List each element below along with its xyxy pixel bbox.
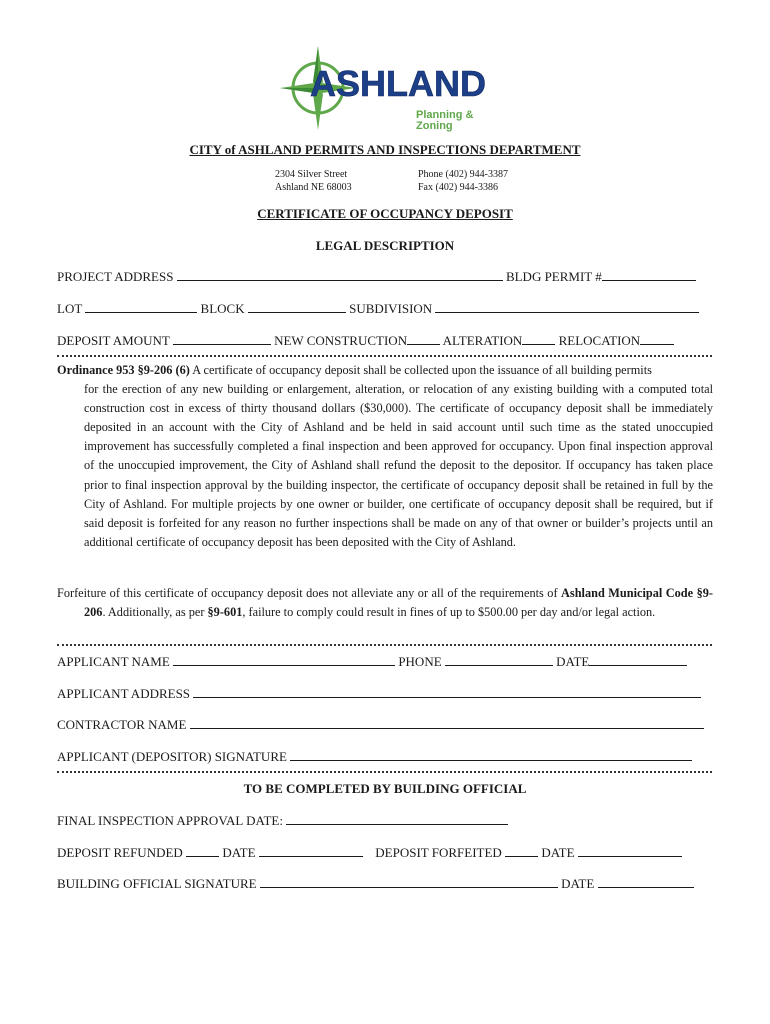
ordinance-text-first: A certificate of occupancy deposit shall be collected upon the issuance of all building permits: [189, 363, 652, 377]
project-address-label: PROJECT ADDRESS: [57, 269, 174, 284]
dotted-divider: [57, 355, 712, 357]
final-inspection-row: [57, 813, 508, 829]
deposit-forfeited-label: DEPOSIT FORFEITED: [375, 845, 502, 860]
municipal-code-reference: Ashland Municipal Code §9-206: [84, 586, 713, 620]
contractor-row: [57, 717, 704, 733]
legal-description-heading: LEGAL DESCRIPTION: [315, 238, 455, 253]
subdivision-field[interactable]: [435, 301, 699, 313]
deposit-status-row: [57, 845, 682, 861]
final-inspection-label: FINAL INSPECTION APPROVAL DATE:: [57, 813, 283, 828]
phone-number: Phone (402) 944-3387: [418, 169, 508, 180]
final-inspection-field[interactable]: [286, 813, 508, 825]
lot-label: LOT: [57, 301, 83, 316]
fax-number: Fax (402) 944-3386: [418, 182, 498, 193]
forfeiture-text-part: . Additionally, as per: [102, 605, 208, 620]
street-address: 2304 Silver Street: [275, 169, 348, 180]
date-field[interactable]: [589, 654, 687, 666]
applicant-address-row: [57, 686, 701, 702]
alteration-field[interactable]: [522, 333, 555, 345]
applicant-signature-field[interactable]: [290, 749, 692, 761]
section-reference: §9-601: [207, 605, 243, 620]
applicant-address-label: APPLICANT ADDRESS: [57, 686, 191, 701]
lot-row: [57, 301, 699, 317]
deposit-refunded-field[interactable]: [186, 845, 219, 857]
refund-date-field[interactable]: [259, 845, 363, 857]
contractor-name-label: CONTRACTOR NAME: [57, 717, 187, 732]
contractor-name-field[interactable]: [190, 717, 704, 729]
official-date-field[interactable]: [598, 876, 694, 888]
applicant-name-label: APPLICANT NAME: [57, 654, 170, 669]
dotted-divider: [57, 644, 712, 646]
contact-block: [418, 168, 508, 194]
forfeiture-text: [57, 584, 713, 622]
deposit-row: [57, 333, 674, 349]
new-construction-field[interactable]: [407, 333, 440, 345]
logo-tagline: Planning & Zoning: [416, 109, 474, 132]
deposit-amount-field[interactable]: [173, 333, 271, 345]
ordinance-paragraph: [57, 361, 713, 552]
dotted-divider: [57, 771, 712, 773]
lot-field[interactable]: [85, 301, 197, 313]
official-section-heading: TO BE COMPLETED BY BUILDING OFFICIAL: [243, 781, 527, 796]
phone-label: PHONE: [398, 654, 442, 669]
forfeiture-text-part: Forfeiture of this certificate of occupancy deposit does not alleviate any or all of the requirements of: [57, 586, 562, 600]
new-construction-label: NEW CONSTRUCTION: [274, 333, 408, 348]
applicant-address-field[interactable]: [193, 686, 701, 698]
logo-wordmark: ASHLAND: [310, 63, 486, 104]
ordinance-reference: Ordinance 953 §9-206 (6): [57, 363, 190, 377]
applicant-name-field[interactable]: [173, 654, 395, 666]
block-field[interactable]: [248, 301, 346, 313]
address-block: [275, 168, 352, 194]
forfeit-date-label: DATE: [541, 845, 575, 860]
alteration-label: ALTERATION: [442, 333, 523, 348]
official-date-label: DATE: [561, 876, 595, 891]
document-title: CERTIFICATE OF OCCUPANCY DEPOSIT: [257, 206, 513, 221]
applicant-signature-label: APPLICANT (DEPOSITOR) SIGNATURE: [57, 749, 287, 764]
forfeiture-text-part: , failure to comply could result in fines of up to $500.00 per day and/or legal action.: [242, 605, 656, 620]
relocation-label: RELOCATION: [558, 333, 641, 348]
ordinance-first-line: [57, 361, 713, 380]
official-signature-row: [57, 876, 694, 892]
phone-field[interactable]: [445, 654, 553, 666]
city-address: Ashland NE 68003: [275, 182, 352, 193]
project-row: [57, 269, 696, 285]
deposit-refunded-label: DEPOSIT REFUNDED: [57, 845, 183, 860]
applicant-row: [57, 654, 687, 670]
department-heading: CITY of ASHLAND PERMITS AND INSPECTIONS DEPARTMENT: [189, 142, 581, 157]
refund-date-label: DATE: [222, 845, 256, 860]
subdivision-label: SUBDIVISION: [349, 301, 433, 316]
official-signature-field[interactable]: [260, 876, 558, 888]
relocation-field[interactable]: [640, 333, 674, 345]
official-signature-label: BUILDING OFFICIAL SIGNATURE: [57, 876, 257, 891]
signature-row: [57, 749, 692, 765]
date-label: DATE: [556, 654, 590, 669]
deposit-amount-label: DEPOSIT AMOUNT: [57, 333, 170, 348]
ashland-logo: [278, 44, 496, 132]
forfeiture-paragraph: [57, 584, 713, 622]
bldg-permit-field[interactable]: [602, 269, 696, 281]
forfeit-date-field[interactable]: [578, 845, 682, 857]
bldg-permit-label: BLDG PERMIT #: [505, 269, 602, 284]
block-label: BLOCK: [200, 301, 245, 316]
ordinance-text-rest: for the erection of any new building or enlargement, alteration, or relocation of any existing building with a computed total construction cost in excess of thirty thousand dollars ($30,000). The certificate of occupancy deposit shall be immediately deposited in an account with the City of Ashland and be held in said account until such time as the stated unoccupied improvement has successfully completed a final inspection and been approved for occupancy. Upon final inspection approval of the unoccupied improvement, the City of Ashland shall refund the deposit to the depositor. If occupancy has taken place prior to final inspection approval by the building inspector, the certificate of occupancy deposit shall be retained in full by the City of Ashland. For multiple projects by one owner or builder, one certificate of occupancy deposit shall be required, but if said deposit is forfeited for any reason no further inspections shall be made on any of that owner or builder’s projects until an additional certificate of occupancy deposit has been deposited with the City of Ashland.: [84, 382, 713, 549]
deposit-forfeited-field[interactable]: [505, 845, 538, 857]
project-address-field[interactable]: [177, 269, 503, 281]
